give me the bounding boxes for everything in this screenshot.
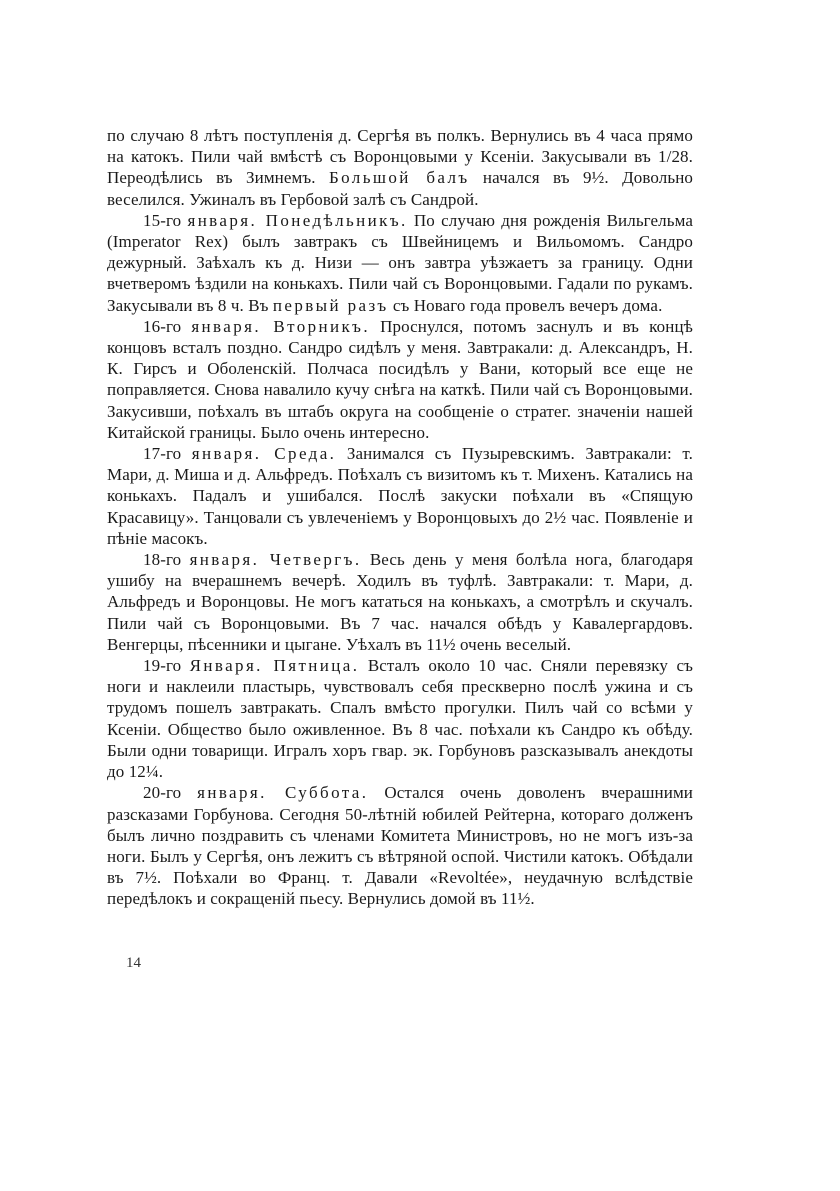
entry-date: 20-го <box>143 783 198 803</box>
diary-entry-jan-20 <box>107 782 693 909</box>
text-run: Всталъ около 10 час. Сняли перевязку съ ноги и наклеили пластырь, чувствовалъ себя прескверно послѣ ужина и съ трудомъ пошелъ завтракать. Спалъ вмѣсто прогулки. Пилъ чай со всѣми у Ксеніи. Общество было оживленное. Въ 8 час. поѣхали къ Сандро къ обѣду. Были одни товарищи. Игралъ хоръ гвар. эк. Горбуновъ разсказывалъ анекдоты до 12¼. <box>107 656 693 782</box>
entry-date: 17-го <box>143 444 192 464</box>
diary-entry-jan-15 <box>107 210 693 316</box>
text-run: Остался очень доволенъ вчерашними разсказами Горбунова. Сегодня 50-лѣтній юбилей Рейтерна, котораго долженъ былъ лично поздравить съ членами Комитета Министровъ, но не могъ изъ-за ноги. Былъ у Сергѣя, онъ лежитъ съ вѣтряной оспой. Чистили катокъ. Обѣдали въ 7½. Поѣхали во Франц. т. Давали «Revoltée», неудачную вслѣдствіе передѣлокъ и сокращеній пьесу. Вернулись домой въ 11½. <box>107 783 694 909</box>
page-number: 14 <box>126 955 141 971</box>
diary-entry-jan-17 <box>107 443 693 549</box>
entry-weekday: Января. Пятница. <box>189 656 360 676</box>
diary-entry-jan-19 <box>107 655 693 782</box>
text-run: Проснулся, потомъ заснулъ и въ концѣ концовъ всталъ поздно. Сандро сидѣлъ у меня. Завтракали: д. Александръ, Н. К. Гирсъ и Оболенскій. Полчаса посидѣлъ у Вани, который все еще не поправляется. Снова навалило кучу снѣга на каткѣ. Пили чай съ Воронцовыми. Закусивши, поѣхалъ въ штабъ округа на сообщеніе о стратег. значеніи нашей Китайской границы. Было очень интересно. <box>107 316 693 442</box>
spaced-text-run: первый разъ <box>272 295 389 315</box>
entry-date: 18-го <box>143 550 190 570</box>
paragraph-continuation <box>107 125 693 210</box>
text-run: съ Новаго года провелъ вечеръ дома. <box>388 295 663 315</box>
text-run: Занимался съ Пузыревскимъ. Завтракали: т. Мари, д. Миша и д. Альфредъ. Поѣхалъ съ визитомъ къ т. Михенъ. Катались на конькахъ. Падалъ и ушибался. Послѣ закуски поѣхали въ «Спящую Красавицу». Танцовали съ увлеченіемъ у Воронцовыхъ до 2½ час. Появленіе и пѣніе масокъ. <box>107 444 693 548</box>
entry-date: 19-го <box>143 656 190 676</box>
entry-date: 15-го <box>143 210 188 230</box>
spaced-text-run: Большой балъ <box>328 168 470 188</box>
diary-text <box>107 125 693 910</box>
entry-weekday: января. Среда. <box>191 444 337 464</box>
diary-entry-jan-18 <box>107 549 693 655</box>
entry-weekday: января. Вторникъ. <box>191 316 371 336</box>
entry-date: 16-го <box>143 316 192 336</box>
text-run: По случаю дня рожденія Вильгельма (Imperator Rex) былъ завтракъ съ Швейницемъ и Вильомомъ. Сандро дежурный. Заѣхалъ къ д. Низи — онъ завтра уѣзжаетъ за границу. Одни вчетверомъ ѣздили на конькахъ. Пили чай съ Воронцовыми. Гадали по рукамъ. Закусывали въ 8 ч. Въ <box>107 210 693 315</box>
entry-weekday: января. Понедѣльникъ. <box>187 210 408 230</box>
entry-weekday: января. Суббота. <box>197 783 369 803</box>
text-run: по случаю 8 лѣтъ поступленія д. Сергѣя въ полкъ. Вернулись въ 4 часа прямо на катокъ. Пили чай вмѣстѣ съ Воронцовыми у Ксеніи. Закусывали въ 1/28. Переодѣлись въ Зимнемъ. <box>107 126 693 188</box>
diary-entry-jan-16 <box>107 316 693 443</box>
text-run: начался въ 9½. Довольно веселился. Ужиналъ въ Гербовой залѣ съ Сандрой. <box>107 168 694 209</box>
text-run: Весь день у меня болѣла нога, благодаря ушибу на вчерашнемъ вечерѣ. Ходилъ въ туфлѣ. Завтракали: т. Мари, д. Альфредъ и Воронцовы. Не могъ кататься на конькахъ, а смотрѣлъ и скучалъ. Пили чай съ Воронцовыми. Въ 7 час. начался обѣдъ у Кавалергардовъ. Венгерцы, пѣсенники и цыгане. Уѣхалъ въ 11½ очень веселый. <box>107 550 694 654</box>
entry-weekday: января. Четвергъ. <box>189 550 362 570</box>
